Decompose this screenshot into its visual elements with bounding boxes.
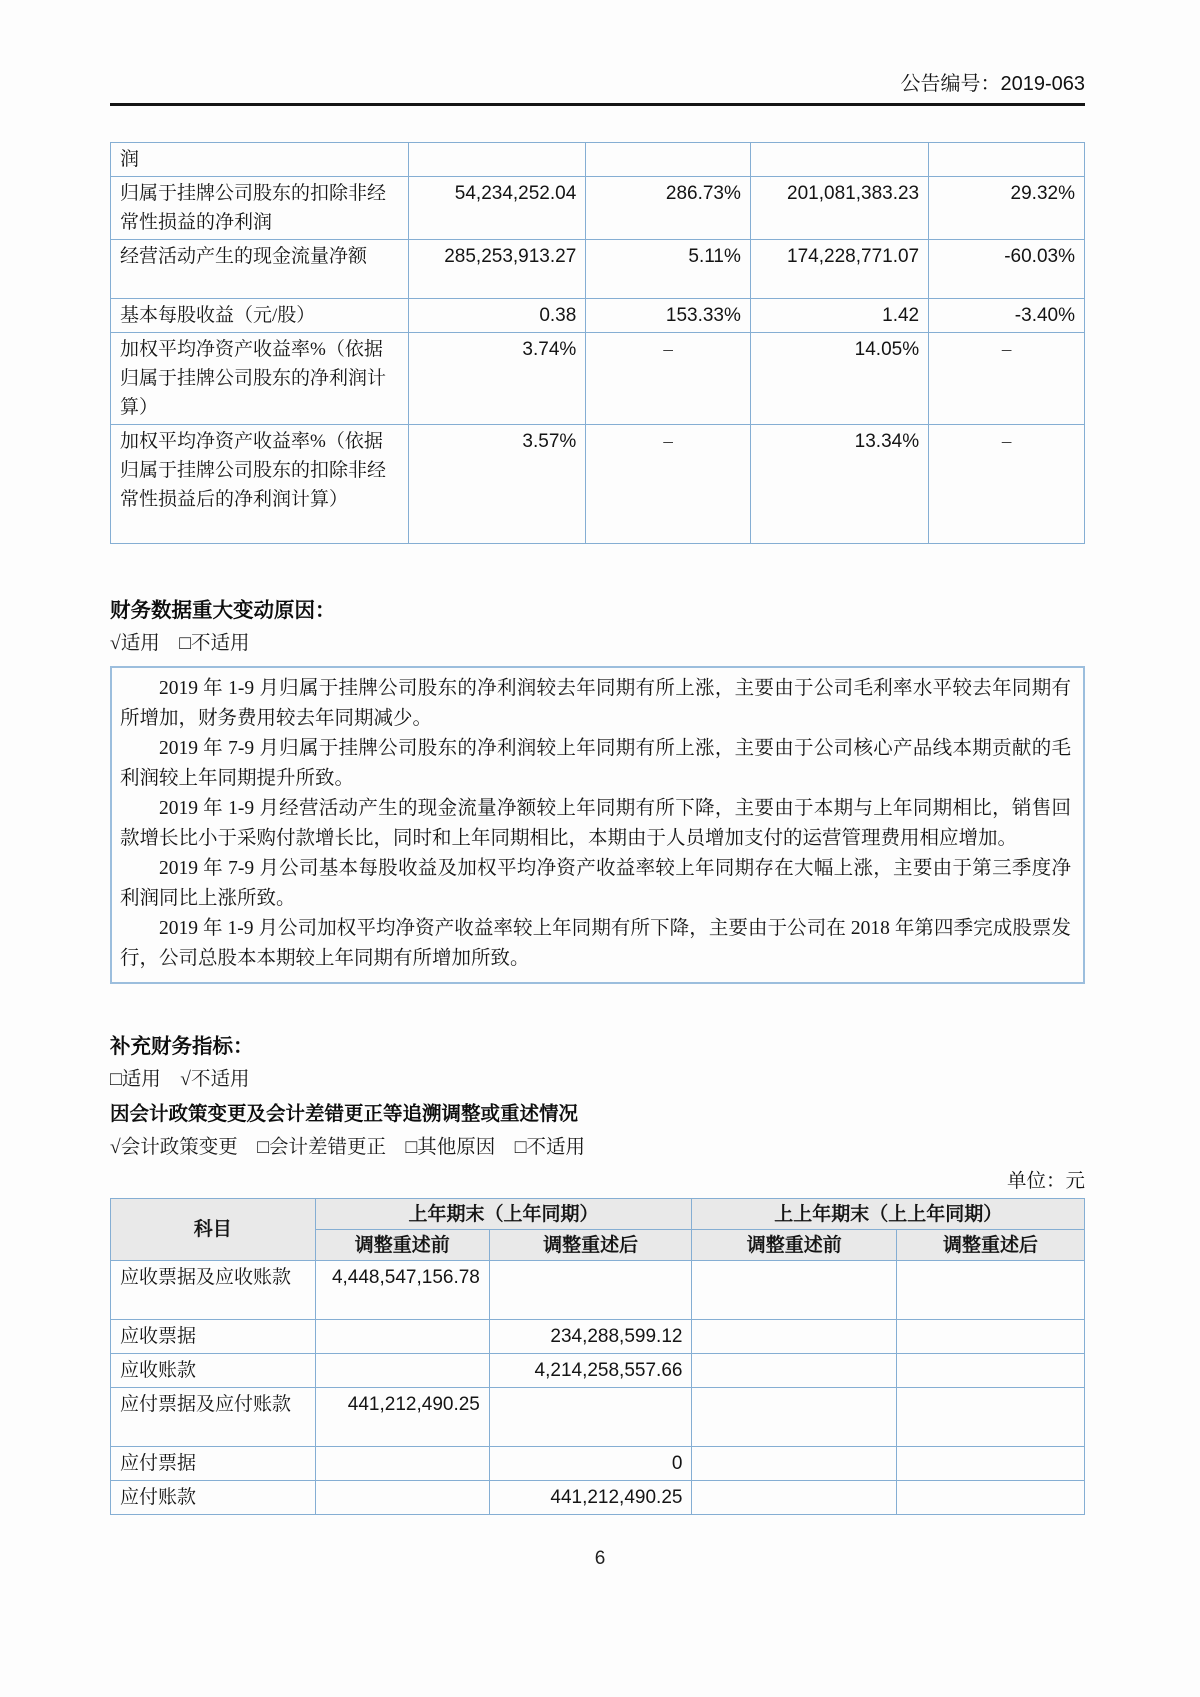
cell-value [896, 1261, 1084, 1320]
row-label: 应付账款 [111, 1481, 316, 1515]
cell-value: 234,288,599.12 [489, 1320, 692, 1354]
table-row [111, 143, 1085, 177]
row-label: 经营活动产生的现金流量净额 [111, 240, 409, 299]
cell-value: 3.57% [409, 425, 586, 544]
page-content [110, 0, 1085, 1515]
table-header-row [111, 1199, 1085, 1230]
column-header-before: 调整重述前 [315, 1230, 489, 1261]
row-label: 加权平均净资产收益率%（依据归属于挂牌公司股东的扣除非经常性损益后的净利润计算） [111, 425, 409, 544]
cell-value: -3.40% [929, 299, 1085, 333]
announcement-number: 公告编号：2019-063 [900, 73, 1085, 95]
row-label: 基本每股收益（元/股） [111, 299, 409, 333]
restatement-table [110, 1198, 1085, 1515]
key-financials-table [110, 142, 1085, 544]
cell-value [896, 1354, 1084, 1388]
table-row [111, 1320, 1085, 1354]
cell-value: – [929, 333, 1085, 425]
reason-paragraph: 2019 年 7-9 月公司基本每股收益及加权平均净资产收益率较上年同期存在大幅上涨，主要由于第三季度净利润同比上涨所致。 [120, 858, 1071, 909]
cell-value [409, 143, 586, 177]
cell-value: 54,234,252.04 [409, 177, 586, 240]
table-row [111, 425, 1085, 544]
cell-value: 13.34% [750, 425, 928, 544]
reason-paragraph: 2019 年 7-9 月归属于挂牌公司股东的净利润较上年同期有所上涨，主要由于公司核心产品线本期贡献的毛利润较上年同期提升所致。 [120, 738, 1071, 789]
cell-value [315, 1354, 489, 1388]
table-row [111, 1261, 1085, 1320]
applicability-line: √适用 □不适用 [110, 633, 250, 654]
header-divider [110, 103, 1085, 106]
row-label: 应收票据及应收账款 [111, 1261, 316, 1320]
cell-value: 14.05% [750, 333, 928, 425]
reason-paragraph: 2019 年 1-9 月归属于挂牌公司股东的净利润较去年同期有所上涨，主要由于公司毛利率水平较去年同期有所增加，财务费用较去年同期减少。 [120, 678, 1071, 729]
column-header-after: 调整重述后 [896, 1230, 1084, 1261]
cell-value [896, 1447, 1084, 1481]
cell-value: 4,448,547,156.78 [315, 1261, 489, 1320]
cell-value [692, 1388, 897, 1447]
row-label: 加权平均净资产收益率%（依据归属于挂牌公司股东的净利润计算） [111, 333, 409, 425]
table-row [111, 299, 1085, 333]
page-number: 6 [594, 1548, 606, 1569]
cell-value: 29.32% [929, 177, 1085, 240]
applicability-line: □适用 √不适用 [110, 1069, 250, 1090]
table-row [111, 1447, 1085, 1481]
column-header-before: 调整重述前 [692, 1230, 897, 1261]
cell-value: 174,228,771.07 [750, 240, 928, 299]
cell-value: 0 [489, 1447, 692, 1481]
cell-value [929, 143, 1085, 177]
cell-value [315, 1320, 489, 1354]
column-header-after: 调整重述后 [489, 1230, 692, 1261]
cell-value: 3.74% [409, 333, 586, 425]
cell-value [896, 1388, 1084, 1447]
column-header-subject: 科目 [111, 1199, 316, 1261]
change-reason-box [110, 666, 1085, 984]
unit-label: 单位：元 [1006, 1171, 1085, 1192]
row-label: 应收票据 [111, 1320, 316, 1354]
cell-value: 4,214,258,557.66 [489, 1354, 692, 1388]
cell-value [586, 143, 751, 177]
cell-value [692, 1354, 897, 1388]
cell-value [692, 1261, 897, 1320]
cell-value: 0.38 [409, 299, 586, 333]
table-row [111, 1481, 1085, 1515]
cell-value [692, 1320, 897, 1354]
cell-value: 286.73% [586, 177, 751, 240]
table-row [111, 1354, 1085, 1388]
column-header-prev2-period: 上上年期末（上上年同期） [692, 1199, 1085, 1230]
cell-value: 1.42 [750, 299, 928, 333]
column-header-prev-period: 上年期末（上年同期） [315, 1199, 692, 1230]
cell-value [692, 1481, 897, 1515]
reason-paragraph: 2019 年 1-9 月公司加权平均净资产收益率较上年同期有所下降，主要由于公司在 2018 年第四季完成股票发行，公司总股本本期较上年同期有所增加所致。 [120, 918, 1071, 969]
section-title-change-reason: 财务数据重大变动原因： [110, 599, 336, 622]
row-label: 应付票据 [111, 1447, 316, 1481]
cell-value: 201,081,383.23 [750, 177, 928, 240]
table-row [111, 1388, 1085, 1447]
cell-value: – [929, 425, 1085, 544]
cell-value: – [586, 425, 751, 544]
document-header [110, 0, 1085, 106]
table-row [111, 333, 1085, 425]
cell-value [750, 143, 928, 177]
row-label: 归属于挂牌公司股东的扣除非经常性损益的净利润 [111, 177, 409, 240]
reason-paragraph: 2019 年 1-9 月经营活动产生的现金流量净额较上年同期有所下降，主要由于本期与上年同期相比，销售回款增长比小于采购付款增长比，同时和上年同期相比，本期由于人员增加支付的运营管理费用相应增加。 [120, 798, 1071, 849]
table-row [111, 240, 1085, 299]
cell-value [896, 1320, 1084, 1354]
section-title-supplementary: 补充财务指标： [110, 1035, 254, 1058]
cell-value [315, 1481, 489, 1515]
cell-value: -60.03% [929, 240, 1085, 299]
restatement-title: 因会计政策变更及会计差错更正等追溯调整或重述情况 [110, 1103, 579, 1125]
cell-value: 5.11% [586, 240, 751, 299]
cell-value: 441,212,490.25 [489, 1481, 692, 1515]
row-label: 应付票据及应付账款 [111, 1388, 316, 1447]
cell-value [315, 1447, 489, 1481]
restatement-options: √会计政策变更 □会计差错更正 □其他原因 □不适用 [110, 1137, 586, 1158]
cell-value: 285,253,913.27 [409, 240, 586, 299]
cell-value: 153.33% [586, 299, 751, 333]
row-label: 应收账款 [111, 1354, 316, 1388]
cell-value [489, 1261, 692, 1320]
cell-value [692, 1447, 897, 1481]
cell-value [489, 1388, 692, 1447]
cell-value: – [586, 333, 751, 425]
table-row [111, 177, 1085, 240]
cell-value: 441,212,490.25 [315, 1388, 489, 1447]
cell-value [896, 1481, 1084, 1515]
row-label: 润 [111, 143, 409, 177]
